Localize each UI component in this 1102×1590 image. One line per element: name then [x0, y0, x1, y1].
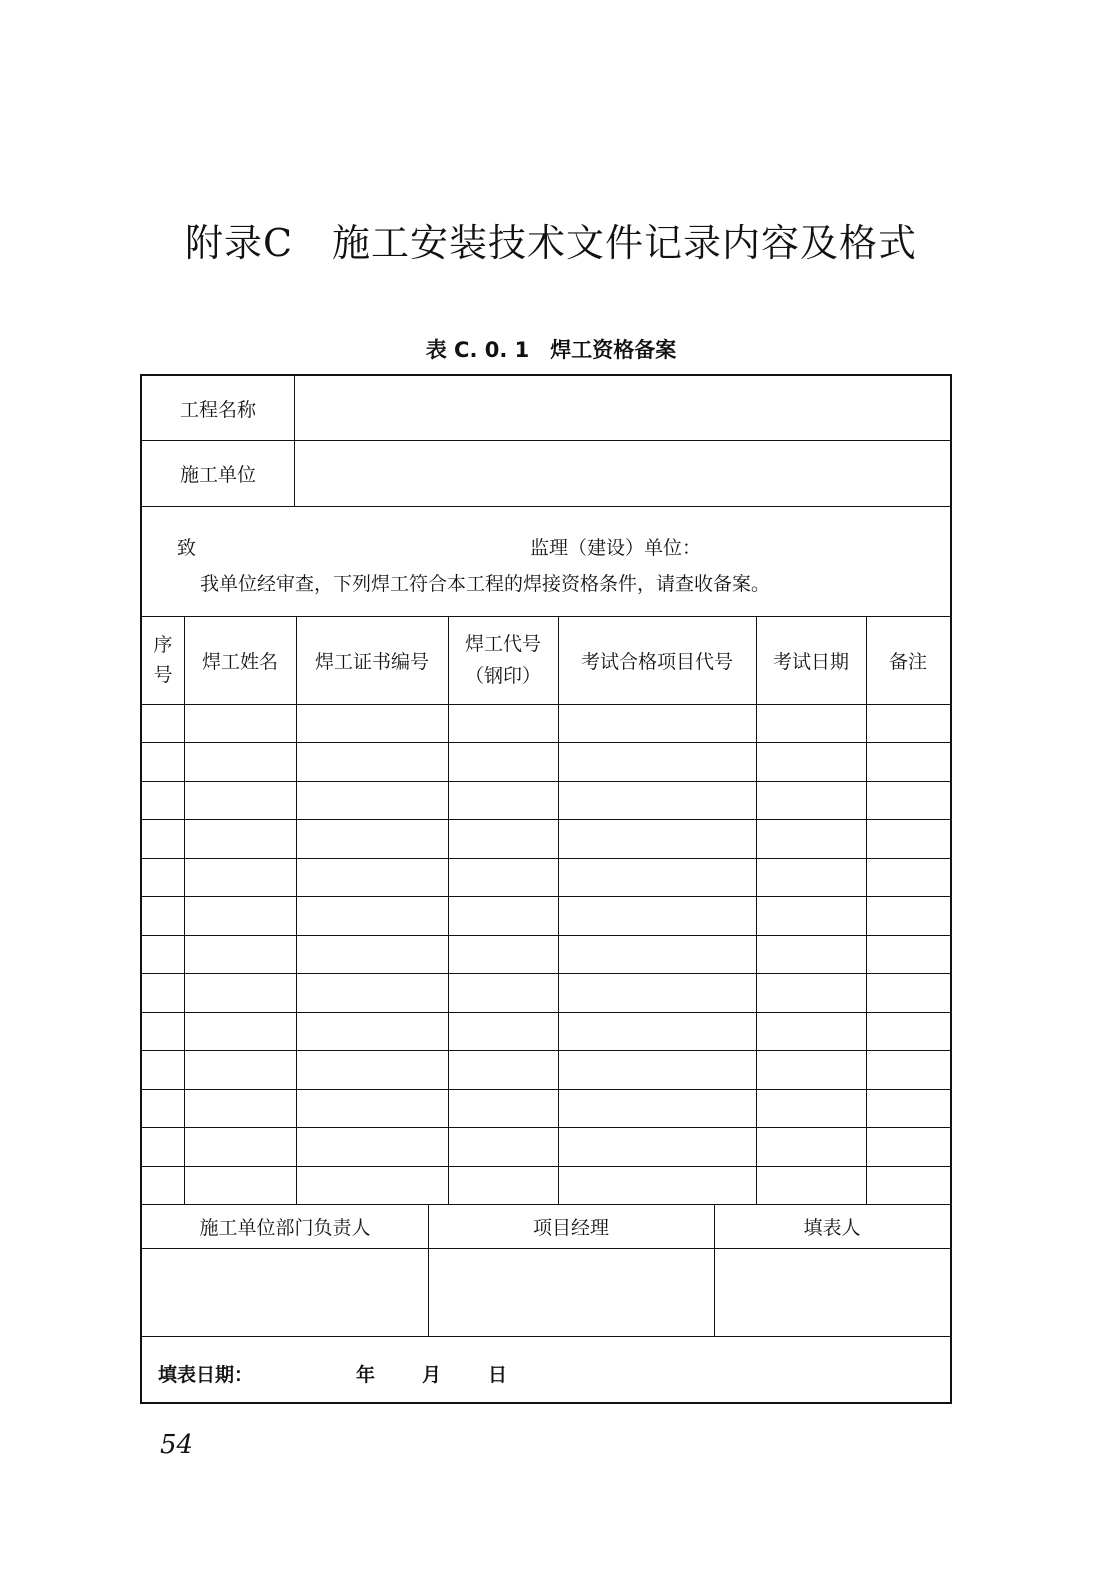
- table-cell[interactable]: [756, 973, 866, 1011]
- table-cell[interactable]: [296, 1050, 448, 1088]
- table-cell[interactable]: [558, 1089, 756, 1127]
- fill-date-label: 填表日期：: [158, 1364, 254, 1386]
- table-cell[interactable]: [448, 858, 558, 896]
- table-cell[interactable]: [866, 1050, 950, 1088]
- table-cell[interactable]: [184, 1127, 296, 1165]
- table-cell[interactable]: [142, 1050, 184, 1088]
- table-cell[interactable]: [756, 1089, 866, 1127]
- table-cell[interactable]: [296, 819, 448, 857]
- table-cell[interactable]: [866, 858, 950, 896]
- table-cell[interactable]: [756, 935, 866, 973]
- table-cell[interactable]: [866, 704, 950, 742]
- table-cell[interactable]: [866, 1089, 950, 1127]
- table-cell[interactable]: [296, 973, 448, 1011]
- table-cell[interactable]: [448, 1050, 558, 1088]
- col-exam-date: 考试日期: [772, 650, 849, 673]
- table-cell[interactable]: [184, 781, 296, 819]
- table-cell[interactable]: [142, 1166, 184, 1204]
- col-seq: [142, 616, 184, 704]
- table-cell[interactable]: [756, 1050, 866, 1088]
- table-cell[interactable]: [184, 1012, 296, 1050]
- table-cell[interactable]: [448, 742, 558, 780]
- table-cell[interactable]: [558, 819, 756, 857]
- col-seq-top: 序: [153, 633, 173, 656]
- table-caption: 表 C. 0. 1 焊工资格备案: [425, 338, 677, 362]
- appendix-title: 附录C 施工安装技术文件记录内容及格式: [184, 221, 918, 265]
- table-cell[interactable]: [184, 1050, 296, 1088]
- table-cell[interactable]: [184, 1166, 296, 1204]
- table-cell[interactable]: [184, 858, 296, 896]
- table-cell[interactable]: [184, 896, 296, 934]
- intro-statement: 我单位经审查，下列焊工符合本工程的焊接资格条件，请查收备案。: [200, 573, 771, 595]
- table-cell[interactable]: [866, 742, 950, 780]
- construction-unit-value[interactable]: [294, 440, 950, 506]
- table-cell[interactable]: [866, 1166, 950, 1204]
- table-cell[interactable]: [184, 973, 296, 1011]
- intro-to: 致: [177, 537, 197, 559]
- project-name-label: 工程名称: [179, 398, 256, 421]
- table-cell[interactable]: [756, 819, 866, 857]
- table-cell[interactable]: [184, 935, 296, 973]
- table-cell[interactable]: [296, 858, 448, 896]
- table-cell[interactable]: [756, 781, 866, 819]
- table-cell[interactable]: [296, 742, 448, 780]
- table-cell[interactable]: [448, 896, 558, 934]
- table-cell[interactable]: [558, 973, 756, 1011]
- table-cell[interactable]: [558, 858, 756, 896]
- table-cell[interactable]: [142, 1089, 184, 1127]
- table-cell[interactable]: [558, 1012, 756, 1050]
- table-cell[interactable]: [756, 704, 866, 742]
- fill-date-month: 月: [422, 1364, 442, 1386]
- table-cell[interactable]: [866, 1012, 950, 1050]
- table-cell[interactable]: [296, 1089, 448, 1127]
- table-cell[interactable]: [184, 1089, 296, 1127]
- table-cell[interactable]: [142, 935, 184, 973]
- table-cell[interactable]: [142, 704, 184, 742]
- table-cell[interactable]: [184, 742, 296, 780]
- table-cell[interactable]: [866, 1127, 950, 1165]
- sig-project-manager-label: 项目经理: [532, 1216, 609, 1239]
- page-number: 54: [160, 1430, 194, 1460]
- table-cell[interactable]: [142, 858, 184, 896]
- table-cell[interactable]: [866, 781, 950, 819]
- table-cell[interactable]: [756, 1166, 866, 1204]
- table-cell[interactable]: [448, 1089, 558, 1127]
- col-welder-code-top: 焊工代号: [464, 632, 541, 655]
- table-cell[interactable]: [184, 819, 296, 857]
- table-cell[interactable]: [296, 1127, 448, 1165]
- col-remarks: 备注: [888, 650, 927, 673]
- sig-filler-label: 填表人: [803, 1216, 861, 1239]
- table-cell[interactable]: [558, 1050, 756, 1088]
- table-cell[interactable]: [296, 704, 448, 742]
- col-welder-code-bottom: （钢印）: [464, 665, 541, 687]
- col-welder-code: [448, 616, 558, 704]
- table-cell[interactable]: [756, 1127, 866, 1165]
- intro-recipient: 监理（建设）单位：: [530, 537, 702, 559]
- table-cell[interactable]: [756, 858, 866, 896]
- table-cell[interactable]: [448, 819, 558, 857]
- col-cert-no: 焊工证书编号: [314, 650, 429, 673]
- table-cell[interactable]: [142, 819, 184, 857]
- table-cell[interactable]: [866, 819, 950, 857]
- fill-date-day: 日: [488, 1364, 508, 1386]
- table-cell[interactable]: [448, 1012, 558, 1050]
- table-cell[interactable]: [448, 1166, 558, 1204]
- table-cell[interactable]: [142, 896, 184, 934]
- table-cell[interactable]: [296, 896, 448, 934]
- table-cell[interactable]: [296, 781, 448, 819]
- sig-dept-head-area[interactable]: [142, 1248, 428, 1336]
- table-cell[interactable]: [558, 1127, 756, 1165]
- table-cell[interactable]: [558, 896, 756, 934]
- table-cell[interactable]: [866, 935, 950, 973]
- fill-date-year: 年: [356, 1364, 376, 1386]
- sig-dept-head-label: 施工单位部门负责人: [199, 1216, 371, 1239]
- table-cell[interactable]: [296, 935, 448, 973]
- table-cell[interactable]: [296, 1166, 448, 1204]
- table-cell[interactable]: [184, 704, 296, 742]
- table-cell[interactable]: [558, 781, 756, 819]
- table-cell[interactable]: [448, 704, 558, 742]
- table-cell[interactable]: [756, 742, 866, 780]
- col-seq-bottom: 号: [153, 664, 173, 686]
- table-cell[interactable]: [756, 1012, 866, 1050]
- table-cell[interactable]: [558, 742, 756, 780]
- table-cell[interactable]: [296, 1012, 448, 1050]
- col-exam-items: 考试合格项目代号: [580, 650, 733, 673]
- table-cell[interactable]: [142, 781, 184, 819]
- table-cell[interactable]: [558, 1166, 756, 1204]
- table-cell[interactable]: [448, 1127, 558, 1165]
- table-cell[interactable]: [448, 973, 558, 1011]
- table-cell[interactable]: [142, 1012, 184, 1050]
- table-cell[interactable]: [558, 935, 756, 973]
- construction-unit-label: 施工单位: [179, 463, 256, 486]
- table-cell[interactable]: [142, 973, 184, 1011]
- col-welder-name: 焊工姓名: [201, 650, 278, 673]
- sig-project-manager-area[interactable]: [428, 1248, 714, 1336]
- table-cell[interactable]: [866, 896, 950, 934]
- welder-qualification-form: [140, 374, 952, 1404]
- table-cell[interactable]: [448, 935, 558, 973]
- table-cell[interactable]: [558, 704, 756, 742]
- project-name-value[interactable]: [294, 376, 950, 440]
- sig-filler-area[interactable]: [714, 1248, 950, 1336]
- table-cell[interactable]: [866, 973, 950, 1011]
- table-cell[interactable]: [142, 742, 184, 780]
- table-cell[interactable]: [448, 781, 558, 819]
- table-cell[interactable]: [756, 896, 866, 934]
- table-cell[interactable]: [142, 1127, 184, 1165]
